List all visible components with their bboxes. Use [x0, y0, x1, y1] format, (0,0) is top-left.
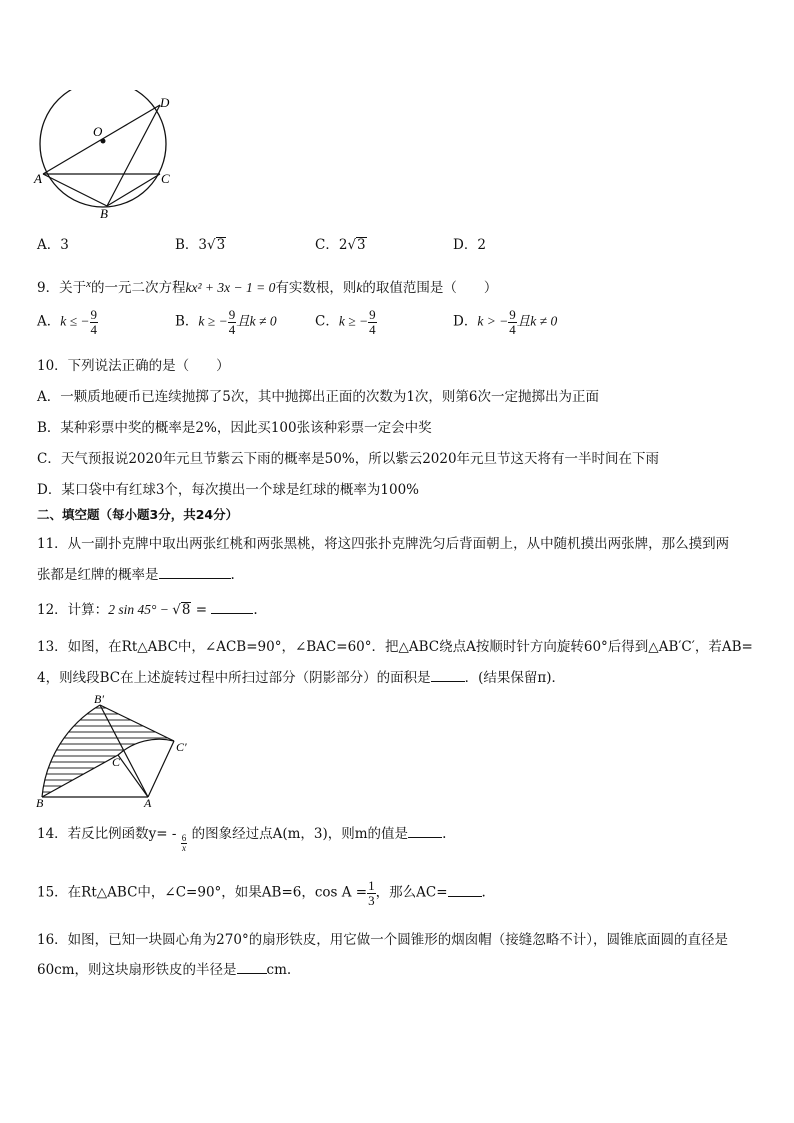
q9-option-b: B．k ≥ − $\frac{9}{4}$ 且k ≠ 0: [175, 307, 277, 337]
answer-blank: [211, 601, 253, 614]
seg-ca: [118, 755, 148, 797]
q13-line2: 4，则线段BC在上述旋转过程中所扫过部分（阴影部分）的面积是 ．(结果保留π)．: [37, 670, 565, 686]
q11-line1: 11．从一副扑克牌中取出两张红桃和两张黑桃，将这四张扑克牌洗匀后背面朝上，从中随机摸出两张牌，那么摸到两: [37, 536, 730, 552]
q9-option-d: D．k > − $\frac{9}{4}$ 且k ≠ 0: [453, 307, 558, 337]
q11-line2: 张都是红牌的概率是 .: [37, 567, 235, 583]
label-b: B: [100, 206, 108, 220]
label-o: O: [93, 124, 103, 139]
q12-line: 12．计算：2 sin 45° − √8 = .: [37, 602, 258, 618]
label-d: D: [160, 95, 170, 110]
answer-blank: [431, 669, 465, 682]
label-a: A: [34, 171, 42, 186]
label-a: A: [144, 796, 152, 808]
q10-option-d: D．某口袋中有红球3个，每次摸出一个球是红球的概率为100%: [37, 482, 420, 498]
seg-c1a: [148, 741, 174, 797]
chord-ab: [43, 174, 107, 206]
label-c-prime: C′: [176, 740, 187, 754]
section-heading: 二、填空题（每小题3分，共24分）: [37, 507, 239, 522]
q10-stem: 10．下列说法正确的是（ ）: [37, 358, 230, 374]
circle-o: [40, 90, 166, 207]
q14-line: 14．若反比例函数y= - $\frac{6}{x}$ 的图象经过点A(m，3)，则m的值是 .: [37, 826, 447, 854]
q16-line2: 60cm，则这块扇形铁皮的半径是 cm.: [37, 962, 292, 978]
q8-option-d: D．2: [453, 237, 486, 253]
q13-line1: 13．如图，在Rt△ABC中，∠ACB=90°，∠BAC=60°．把△ABC绕点A按顺时针方向旋转60°后得到△AB′C′，若AB=: [37, 639, 753, 655]
q8-option-b: B．3√3: [175, 237, 226, 253]
answer-blank: [448, 884, 482, 897]
answer-blank: [408, 825, 442, 838]
q16-line1: 16．如图，已知一块圆心角为270°的扇形铁皮，用它做一个圆锥形的烟囱帽（接缝忽略不计），圆锥底面圆的直径是: [37, 932, 728, 948]
label-b: B: [36, 796, 44, 808]
answer-blank: [237, 961, 267, 974]
label-c: C: [112, 755, 121, 769]
label-b-prime: B′: [94, 693, 104, 706]
q9-stem: 9．关于$^x$的一元二次方程kx² + 3x − 1 = 0有实数根，则k的取值范围是（ ）: [37, 278, 498, 296]
q8-option-a: A．3: [37, 237, 69, 253]
answer-blank: [159, 566, 231, 579]
q8-circle-figure: [30, 90, 190, 220]
q10-option-a: A．一颗质地硬币已连续抛掷了5次，其中抛掷出正面的次数为1次，则第6次一定抛掷出为正面: [37, 389, 600, 405]
center-point: [101, 139, 106, 144]
q8-option-c: C．2√3: [315, 237, 366, 253]
q9-option-c: C．k ≥ − $\frac{9}{4}$: [315, 307, 376, 337]
q13-rotation-figure: [34, 693, 204, 808]
label-c: C: [161, 171, 170, 186]
q10-option-b: B．某种彩票中奖的概率是2%，因此买100张该种彩票一定会中奖: [37, 420, 432, 436]
q15-line: 15．在Rt△ABC中，∠C=90°，如果AB=6，cos A = $\frac{1}{3}$ ，那么AC= .: [37, 878, 486, 908]
q10-option-c: C．天气预报说2020年元旦节紫云下雨的概率是50%，所以紫云2020年元旦节这天将有一半时间在下雨: [37, 451, 660, 467]
q9-option-a: A．k ≤ − $\frac{9}{4}$: [37, 307, 98, 337]
